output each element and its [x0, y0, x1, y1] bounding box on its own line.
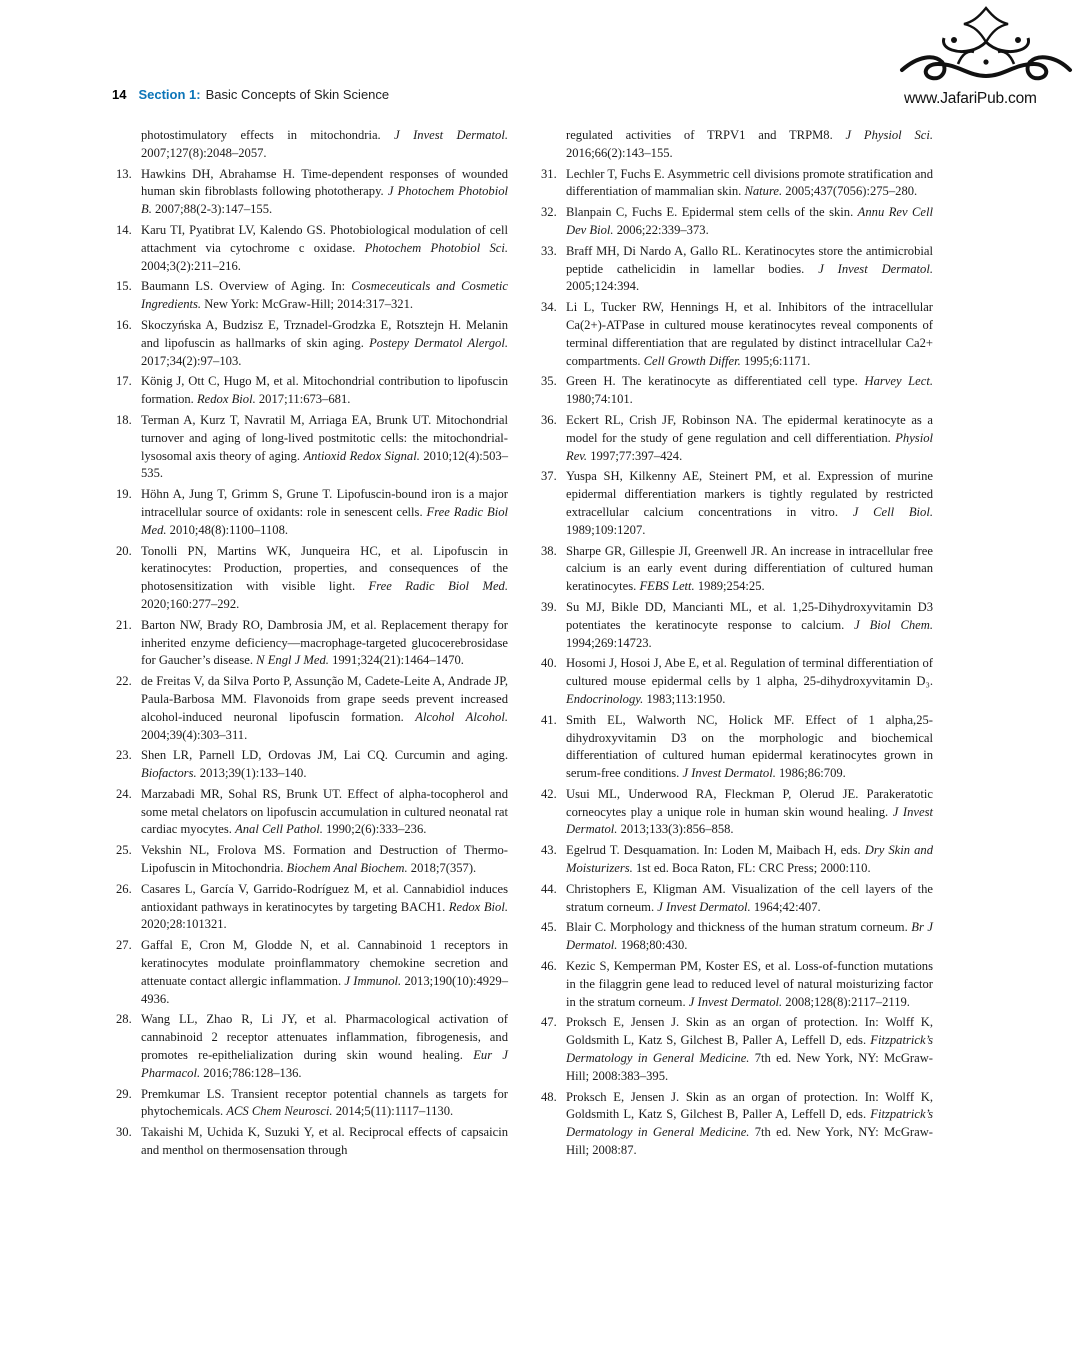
- reference-number: 29.: [116, 1086, 132, 1101]
- citation-text: 2007;127(8):2048–2057.: [141, 145, 267, 160]
- reference-number: 39.: [541, 599, 557, 614]
- reference-item: [541, 127, 933, 163]
- citation-text: 2013;39(1):133–140.: [196, 766, 307, 781]
- reference-text: [566, 959, 933, 1009]
- reference-text: [141, 318, 508, 368]
- reference-item: [116, 1086, 508, 1122]
- journal-title: Redox Biol.: [448, 899, 508, 914]
- citation-text: 2020;160:277–292.: [141, 596, 240, 611]
- citation-text: Smith EL, Walworth NC, Holick MF. Effect of 1 alpha,25-dihydroxyvitamin D3 on the morphologic and biochemical differentiation of cultured human epidermal keratinocytes grown in serum-free conditions.: [566, 712, 933, 781]
- citation-text: Braff MH, Di Nardo A, Gallo RL. Keratinocytes store the antimicrobial peptide cathelicidin in lamellar bodies.: [566, 243, 933, 276]
- journal-title: Photochem Photobiol Sci.: [364, 240, 508, 255]
- citation-text: Proksch E, Jensen J. Skin as an organ of protection. In: Wolff K, Goldsmith L, Katz S, Gilchest B, Paller A, Leffell D, eds.: [566, 1089, 933, 1122]
- journal-title: Cosmeceuticals and Cosmetic Ingredients.: [141, 279, 508, 312]
- reference-text: [566, 656, 933, 706]
- reference-text: [566, 600, 933, 650]
- reference-item: [116, 747, 508, 783]
- citation-text: Lechler T, Fuchs E. Asymmetric cell divisions promote stratification and differentiation of mammalian skin.: [566, 166, 933, 199]
- running-header: [112, 87, 389, 102]
- journal-title: N Engl J Med.: [256, 653, 329, 668]
- reference-number: 40.: [541, 656, 557, 671]
- journal-title: Anal Cell Pathol.: [235, 822, 323, 837]
- citation-text: Usui ML, Underwood RA, Fleckman P, Olerud JE. Parakeratotic corneocytes play a unique role in human skin wound healing.: [566, 786, 933, 819]
- publisher-url: www.JafariPub.com: [904, 90, 1037, 107]
- reference-number: 32.: [541, 205, 557, 220]
- journal-title: Biofactors.: [141, 766, 197, 781]
- citation-text: 1989;254:25.: [694, 579, 765, 594]
- reference-text: [141, 1012, 508, 1079]
- citation-text: 2016;66(2):143–155.: [566, 145, 673, 160]
- reference-item: [541, 543, 933, 596]
- journal-title: Annu Rev Cell Dev Biol.: [566, 205, 933, 237]
- citation-text: New York: McGraw-Hill; 2014:317–321.: [201, 297, 414, 312]
- reference-text: [566, 882, 933, 914]
- reference-number: 21.: [116, 617, 132, 632]
- citation-text: Wang LL, Zhao R, Li JY, et al. Pharmacological activation of cannabinoid 2 receptor attenuates inflammation, fibrogenesis, and promotes re-epithelialization during skin wound healing.: [141, 1012, 508, 1063]
- journal-title: Fitzpatrick’s Dermatology in General Medicine.: [566, 1107, 933, 1140]
- reference-text: [566, 920, 933, 952]
- journal-title: J Physiol Sci.: [845, 128, 933, 142]
- reference-number: 18.: [116, 412, 132, 427]
- journal-title: Free Radic Biol Med.: [141, 504, 508, 537]
- citation-text: König J, Ott C, Hugo M, et al. Mitochondrial contribution to lipofuscin formation.: [141, 374, 508, 407]
- reference-column-left: [116, 127, 508, 1163]
- reference-item: [541, 786, 933, 839]
- reference-item: [541, 243, 933, 296]
- reference-text: [141, 413, 508, 480]
- reference-number: 43.: [541, 843, 557, 858]
- reference-text: [566, 205, 933, 237]
- reference-item: [541, 881, 933, 917]
- reference-text: [566, 300, 933, 367]
- citation-text: Eckert RL, Crish JF, Robinson NA. The epidermal keratinocyte as a model for the study of gene regulation and cell differentiation.: [566, 412, 933, 445]
- reference-item: [116, 127, 508, 163]
- reference-item: [116, 786, 508, 839]
- journal-title: Fitzpatrick’s Dermatology in General Medicine.: [566, 1033, 933, 1066]
- citation-text: Proksch E, Jensen J. Skin as an organ of protection. In: Wolff K, Goldsmith L, Katz S, Gilchest B, Paller A, Leffell D, eds.: [566, 1015, 933, 1048]
- reference-item: [541, 712, 933, 783]
- citation-text: Terman A, Kurz T, Navratil M, Arriaga EA, Brunk UT. Mitochondrial turnover and aging of long-lived postmitotic cells: the mitochondrial-lysosomal axis theory of aging.: [141, 412, 508, 463]
- citation-text: 2018;7(357).: [407, 861, 477, 876]
- reference-item: [116, 1011, 508, 1082]
- reference-item: [116, 1124, 508, 1160]
- reference-number: 28.: [116, 1012, 132, 1027]
- page-number: 14: [112, 87, 127, 102]
- reference-number: 47.: [541, 1015, 557, 1030]
- citation-text: 1989;109:1207.: [566, 522, 646, 537]
- section-title: Basic Concepts of Skin Science: [205, 87, 390, 102]
- reference-number: 44.: [541, 881, 557, 896]
- citation-text: Li L, Tucker RW, Hennings H, et al. Inhibitors of the intracellular Ca(2+)-ATPase in cultured mouse keratinocytes reveal components of terminal differentiation that are regulated by distinct intracellular Ca2+ compartments.: [566, 300, 933, 368]
- reference-text: [566, 544, 933, 594]
- citation-text: 1964;42:407.: [750, 899, 821, 914]
- reference-text: [566, 167, 933, 199]
- citation-text: 2008;128(8):2117–2119.: [782, 994, 910, 1009]
- reference-item: [116, 373, 508, 409]
- citation-text: 1997;77:397–424.: [587, 448, 683, 463]
- journal-title: J Invest Dermatol.: [566, 804, 933, 837]
- citation-text: 2005;437(7056):275–280.: [782, 184, 918, 199]
- reference-number: 13.: [116, 166, 132, 181]
- citation-text: 2014;5(11):1117–1130.: [332, 1104, 454, 1119]
- journal-title: Cell Growth Differ.: [643, 353, 741, 368]
- reference-item: [116, 166, 508, 219]
- reference-number: 34.: [541, 300, 557, 315]
- reference-number: 41.: [541, 712, 557, 727]
- reference-text: [566, 843, 933, 875]
- reference-text: [141, 618, 508, 668]
- reference-text: [566, 469, 933, 536]
- reference-text: [141, 843, 508, 875]
- citation-text: Premkumar LS. Transient receptor potential channels as targets for phytochemicals.: [141, 1086, 508, 1119]
- reference-number: 37.: [541, 469, 557, 484]
- reference-item: [116, 543, 508, 614]
- reference-text: [141, 544, 508, 611]
- reference-item: [116, 617, 508, 670]
- reference-number: 26.: [116, 881, 132, 896]
- reference-text: [566, 787, 933, 837]
- journal-title: Antioxid Redox Signal.: [303, 448, 420, 463]
- reference-text: [141, 674, 508, 741]
- citation-text: 1968;80:430.: [617, 938, 688, 953]
- journal-title: J Invest Dermatol.: [682, 766, 776, 781]
- citation-text: Höhn A, Jung T, Grimm S, Grune T. Lipofuscin-bound iron is a major intracellular source of oxidants: role in senescent cells.: [141, 487, 508, 519]
- publisher-logo: [898, 4, 1073, 112]
- citation-text: 2013;190(10):4929–4936.: [141, 973, 508, 1006]
- reference-number: 15.: [116, 279, 132, 294]
- journal-title: J Invest Dermatol.: [818, 261, 933, 276]
- citation-text: Shen LR, Parnell LD, Ordovas JM, Lai CQ. Curcumin and aging.: [141, 748, 508, 763]
- reference-text: [141, 1125, 508, 1157]
- citation-text: 1983;113:1950.: [643, 691, 726, 706]
- reference-text: [141, 1087, 508, 1119]
- reference-text: [141, 748, 508, 780]
- reference-item: [541, 842, 933, 878]
- journal-title: Harvey Lect.: [864, 374, 933, 389]
- journal-title: Redox Biol.: [196, 392, 256, 407]
- citation-text: Takaishi M, Uchida K, Suzuki Y, et al. Reciprocal effects of capsaicin and menthol on thermosensation through: [141, 1125, 508, 1158]
- reference-text: [141, 938, 508, 1005]
- journal-title: J Invest Dermatol.: [657, 899, 751, 914]
- citation-text: de Freitas V, da Silva Porto P, Assunção M, Cadete-Leite A, Andrade JP, Paula-Barbosa MM. Flavonoids from grape seeds prevent increased alcohol-induced neuronal lipofuscin formation.: [141, 674, 508, 724]
- reference-text: [566, 413, 933, 463]
- citation-text: 7th ed. New York, NY: McGraw-Hill; 2008:383–395.: [566, 1051, 933, 1083]
- reference-text: [141, 374, 508, 406]
- reference-number: 16.: [116, 317, 132, 332]
- citation-text: Egelrud T. Desquamation. In: Loden M, Maibach H, eds.: [566, 843, 865, 858]
- reference-number: 14.: [116, 222, 132, 237]
- journal-title: Nature.: [744, 184, 783, 199]
- reference-item: [541, 412, 933, 465]
- journal-title: Postepy Dermatol Alergol.: [369, 335, 508, 350]
- journal-title: Biochem Anal Biochem.: [286, 861, 408, 876]
- reference-item: [541, 655, 933, 708]
- citation-text: Marzabadi MR, Sohal RS, Brunk UT. Effect of alpha-tocopherol and some metal chelators on lipofuscin accumulation in cultured neonatal rat cardiac myocytes.: [141, 786, 508, 837]
- reference-item: [541, 373, 933, 409]
- citation-text: 2017;11:673–681.: [255, 392, 351, 407]
- reference-item: [116, 222, 508, 275]
- reference-number: 31.: [541, 166, 557, 181]
- reference-text: [566, 1015, 933, 1082]
- reference-number: 46.: [541, 959, 557, 974]
- journal-title: Endocrinology.: [566, 691, 644, 706]
- journal-title: J Invest Dermatol.: [394, 128, 508, 142]
- citation-text: Casares L, García V, Garrido-Rodríguez M, et al. Cannabidiol induces antioxidant pathways in keratinocytes by targeting BACH1.: [141, 881, 508, 914]
- journal-title: Eur J Pharmacol.: [141, 1048, 508, 1080]
- citation-text: Gaffal E, Cron M, Glodde N, et al. Cannabinoid 1 receptors in keratinocytes modulate proinflammatory chemokine secretion and attenuate contact allergic inflammation.: [141, 938, 508, 988]
- reference-text: [141, 128, 508, 160]
- journal-title: J Photochem Photobiol B.: [141, 184, 508, 217]
- citation-text: 2004;3(2):211–216.: [141, 258, 241, 273]
- reference-number: 33.: [541, 243, 557, 258]
- citation-text: Su MJ, Bikle DD, Mancianti ML, et al. 1,25-Dihydroxyvitamin D3 potentiates the keratinocyte response to calcium.: [566, 599, 933, 632]
- reference-text: [141, 882, 508, 932]
- reference-text: [566, 1090, 933, 1157]
- reference-number: 35.: [541, 374, 557, 389]
- citation-text: Tonolli PN, Martins WK, Junqueira HC, et al. Lipofuscin in keratinocytes: Production, properties, and consequences of the photosensitization with visible light.: [141, 543, 508, 594]
- reference-text: [141, 787, 508, 837]
- reference-item: [541, 299, 933, 370]
- citation-text: 2006;22:339–373.: [613, 222, 709, 237]
- reference-number: 22.: [116, 674, 132, 689]
- citation-text: 1986;86:709.: [775, 766, 846, 781]
- citation-text: regulated activities of TRPV1 and TRPM8.: [566, 128, 846, 142]
- reference-number: 38.: [541, 543, 557, 558]
- citation-text: Karu TI, Pyatibrat LV, Kalendo GS. Photobiological modulation of cell attachment via cytochrome c oxidase.: [141, 222, 508, 255]
- journal-title: J Invest Dermatol.: [688, 994, 783, 1009]
- reference-number: 48.: [541, 1089, 557, 1104]
- citation-text: 1st ed. Boca Raton, FL: CRC Press; 2000:110.: [632, 861, 871, 876]
- reference-text: [141, 279, 508, 311]
- citation-text: 2020;28:101321.: [141, 917, 227, 932]
- reference-number: 19.: [116, 487, 132, 502]
- reference-item: [116, 486, 508, 539]
- reference-item: [116, 317, 508, 370]
- citation-text: 1991;324(21):1464–1470.: [328, 653, 464, 668]
- citation-text: Baumann LS. Overview of Aging. In:: [141, 279, 352, 294]
- reference-text: [566, 128, 933, 160]
- reference-number: 20.: [116, 543, 132, 558]
- reference-number: 36.: [541, 412, 557, 427]
- citation-text: 2010;12(4):503–535.: [141, 448, 508, 481]
- reference-item: [116, 937, 508, 1008]
- citation-text: 2013;133(3):856–858.: [617, 822, 734, 837]
- reference-column-right: [541, 127, 933, 1163]
- citation-text: 1994;269:14723.: [566, 635, 652, 650]
- citation-text: Hosomi J, Hosoi J, Abe E, et al. Regulation of terminal differentiation of cultured mouse epidermal cells by 1 alpha, 25-dihydroxyvitamin D₃.: [566, 656, 933, 689]
- journal-title: Br J Dermatol.: [566, 920, 933, 953]
- citation-text: Blanpain C, Fuchs E. Epidermal stem cells of the skin.: [566, 205, 858, 220]
- section-label: Section 1:: [138, 87, 201, 102]
- journal-title: J Biol Chem.: [854, 617, 933, 632]
- reference-item: [541, 204, 933, 240]
- reference-item: [541, 166, 933, 202]
- citation-text: 2016;786:128–136.: [200, 1065, 302, 1080]
- citation-text: Kezic S, Kemperman PM, Koster ES, et al. Loss-of-function mutations in the filaggrin gene lead to reduced level of natural moisturizing factor in the stratum corneum.: [566, 959, 933, 1009]
- citation-text: Barton NW, Brady RO, Dambrosia JM, et al. Replacement therapy for inherited enzyme deficiency—macrophage-targeted glucocerebrosidase for Gaucher’s disease.: [141, 617, 508, 668]
- reference-item: [116, 278, 508, 314]
- citation-text: 2004;39(4):303–311.: [141, 727, 248, 742]
- reference-text: [566, 713, 933, 780]
- reference-item: [541, 919, 933, 955]
- reference-number: 42.: [541, 786, 557, 801]
- citation-text: 2007;88(2-3):147–155.: [151, 202, 273, 217]
- journal-title: FEBS Lett.: [639, 579, 695, 594]
- journal-title: Physiol Rev.: [566, 430, 933, 463]
- reference-item: [116, 842, 508, 878]
- reference-number: 17.: [116, 374, 132, 389]
- reference-item: [541, 599, 933, 652]
- reference-text: [566, 244, 933, 294]
- citation-text: Vekshin NL, Frolova MS. Formation and Destruction of Thermo-Lipofuscin in Mitochondria.: [141, 843, 508, 876]
- journal-title: J Immunol.: [344, 973, 402, 988]
- reference-item: [541, 1089, 933, 1160]
- reference-number: 27.: [116, 938, 132, 953]
- reference-item: [116, 673, 508, 744]
- reference-text: [141, 487, 508, 537]
- citation-text: 1995;6:1171.: [740, 353, 811, 368]
- reference-text: [141, 223, 508, 273]
- citation-text: 2005;124:394.: [566, 279, 640, 294]
- citation-text: photostimulatory effects in mitochondria.: [141, 128, 395, 142]
- citation-text: Yuspa SH, Kilkenny AE, Steinert PM, et al. Expression of murine epidermal differentiation markers is tightly regulated by restricted extracellular calcium concentrations in vitro.: [566, 469, 933, 519]
- reference-item: [116, 412, 508, 483]
- journal-title: Free Radic Biol Med.: [368, 579, 509, 594]
- reference-item: [541, 958, 933, 1011]
- reference-item: [541, 1014, 933, 1085]
- reference-number: 25.: [116, 843, 132, 858]
- journal-title: Dry Skin and Moisturizers.: [566, 843, 933, 876]
- journal-title: J Cell Biol.: [852, 504, 933, 519]
- citation-text: Blair C. Morphology and thickness of the human stratum corneum.: [566, 920, 912, 935]
- citation-text: Hawkins DH, Abrahamse H. Time-dependent responses of wounded human skin fibroblasts following phototherapy.: [141, 166, 508, 199]
- reference-number: 45.: [541, 920, 557, 935]
- citation-text: 1980;74:101.: [566, 392, 633, 407]
- citation-text: 2017;34(2):97–103.: [141, 353, 242, 368]
- calligraphy-logo-icon: [898, 4, 1073, 90]
- reference-text: [141, 167, 508, 217]
- reference-number: 24.: [116, 786, 132, 801]
- reference-number: 23.: [116, 748, 132, 763]
- reference-item: [541, 468, 933, 539]
- reference-number: 30.: [116, 1125, 132, 1140]
- citation-text: 7th ed. New York, NY: McGraw-Hill; 2008:87.: [566, 1125, 933, 1158]
- reference-text: [566, 374, 933, 406]
- citation-text: Skoczyńska A, Budzisz E, Trznadel-Grodzka E, Rotsztejn H. Melanin and lipofuscin as hallmarks of skin aging.: [141, 317, 508, 350]
- citation-text: Sharpe GR, Gillespie JI, Greenwell JR. An increase in intracellular free calcium is an early event during differentiation of cultured human keratinocytes.: [566, 543, 933, 594]
- citation-text: 1990;2(6):333–236.: [322, 822, 427, 837]
- journal-title: Alcohol Alcohol.: [415, 709, 508, 724]
- reference-item: [116, 881, 508, 934]
- journal-title: ACS Chem Neurosci.: [226, 1104, 333, 1119]
- citation-text: Green H. The keratinocyte as differentiated cell type.: [566, 374, 865, 389]
- citation-text: Christophers E, Kligman AM. Visualization of the cell layers of the stratum corneum.: [566, 881, 933, 914]
- citation-text: 2010;48(8):1100–1108.: [166, 522, 289, 537]
